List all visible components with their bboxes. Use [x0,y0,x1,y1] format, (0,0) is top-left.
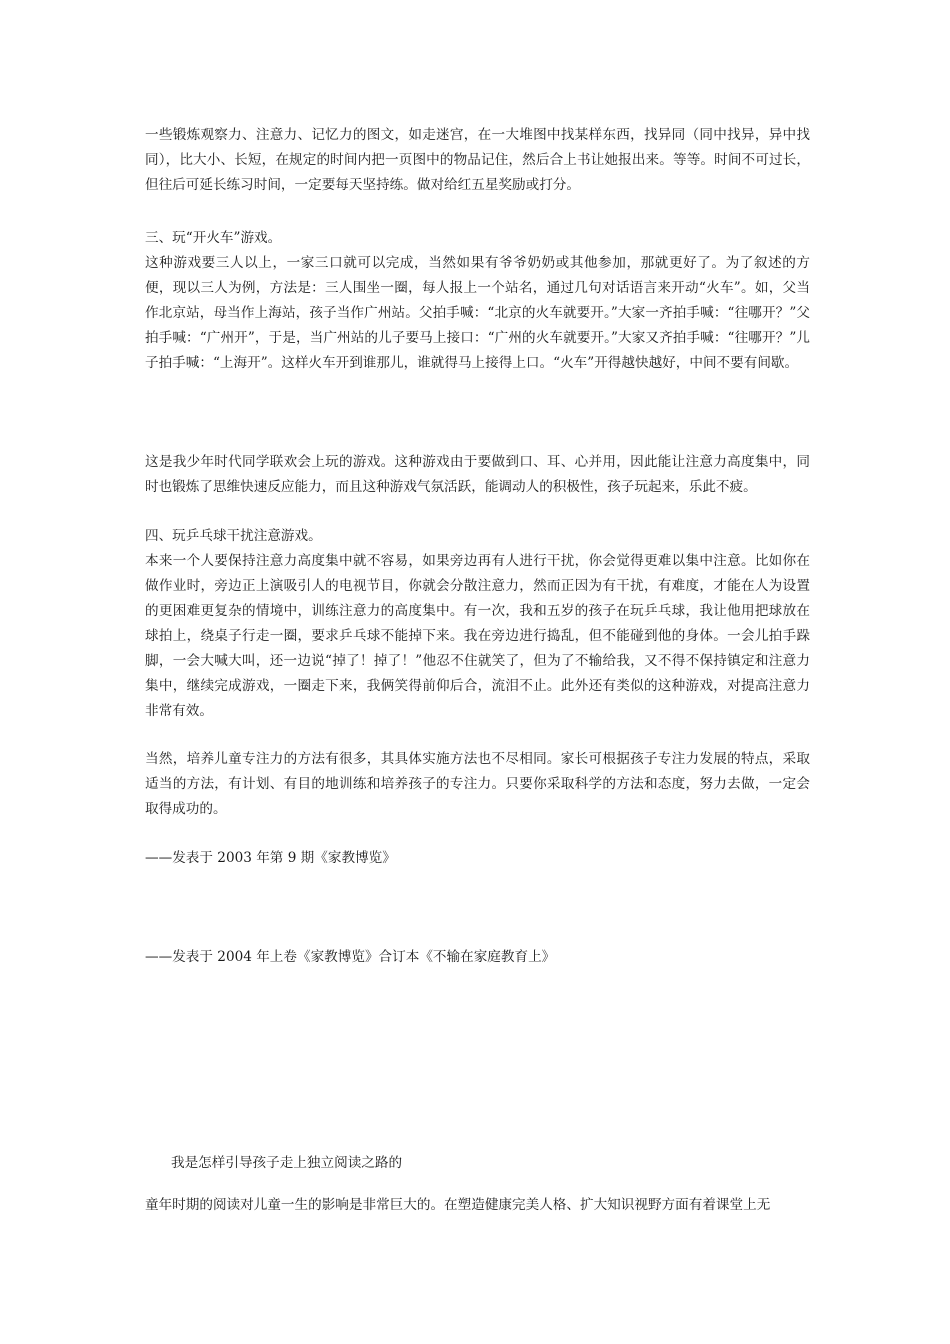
section-3-heading: 三、玩“开火车”游戏。 [145,230,282,246]
publication-source-2004: ——发表于 2004 年上卷《家教博览》合订本《不输在家庭教育上》 [145,949,556,965]
section-4-body: 本来一个人要保持注意力高度集中就不容易，如果旁边再有人进行干扰，你会觉得更难以集中注意。比如你在做作业时，旁边正上演吸引人的电视节目，你就会分散注意力，然而正因为有干扰，有难度，才能在人为设置的更困难更复杂的情境中，训练注意力的高度集中。有一次，我和五岁的孩子在玩乒乓球，我让他用把球放在球拍上，绕桌子行走一圈，要求乒乓球不能掉下来。我在旁边进行捣乱，但不能碰到他的身体。一会儿拍手跺脚，一会大喊大叫，还一边说“掉了！掉了！”他忍不住就笑了，但为了不输给我，又不得不保持镇定和注意力集中，继续完成游戏，一圈走下来，我俩笑得前仰后合，流泪不止。此外还有类似的这种游戏，对提高注意力非常有效。 [145,553,810,719]
next-article-title: 我是怎样引导孩子走上独立阅读之路的 [171,1155,403,1171]
section-4-heading: 四、玩乒乓球干扰注意游戏。 [145,528,322,544]
section-3-body: 这种游戏要三人以上，一家三口就可以完成，当然如果有爷爷奶奶或其他参加，那就更好了。为了叙述的方便，现以三人为例，方法是：三人围坐一圈，每人报上一个站名，通过几句对话语言来开动“火车”。如，父当作北京站，母当作上海站，孩子当作广州站。父拍手喊：“北京的火车就要开。”大家一齐拍手喊：“往哪开？”父拍手喊：“广州开”，于是，当广州站的儿子要马上接口：“广州的火车就要开。”大家又齐拍手喊：“往哪开？”儿子拍手喊：“上海开”。这样火车开到谁那儿，谁就得马上接得上口。“火车”开得越快越好，中间不要有间歇。 [145,255,810,371]
paragraph-observation-exercises: 一些锻炼观察力、注意力、记忆力的图文，如走迷宫，在一大堆图中找某样东西，找异同（同中找异，异中找同），比大小、长短，在规定的时间内把一页图中的物品记住，然后合上书让她报出来。等等。时间不可过长，但往后可延长练习时间，一定要每天坚持练。做对给红五星奖励或打分。 [145,127,810,193]
section-3-note: 这是我少年时代同学联欢会上玩的游戏。这种游戏由于要做到口、耳、心并用，因此能让注意力高度集中，同时也锻炼了思维快速反应能力，而且这种游戏气氛活跃，能调动人的积极性，孩子玩起来，乐此不疲。 [145,454,810,495]
next-article-first-line: 童年时期的阅读对儿童一生的影响是非常巨大的。在塑造健康完美人格、扩大知识视野方面有着课堂上无 [145,1197,771,1213]
conclusion-paragraph: 当然，培养儿童专注力的方法有很多，其具体实施方法也不尽相同。家长可根据孩子专注力发展的特点，采取适当的方法，有计划、有目的地训练和培养孩子的专注力。只要你采取科学的方法和态度，努力去做，一定会取得成功的。 [145,751,810,817]
publication-source-2003: ——发表于 2003 年第 9 期《家教博览》 [145,850,396,866]
